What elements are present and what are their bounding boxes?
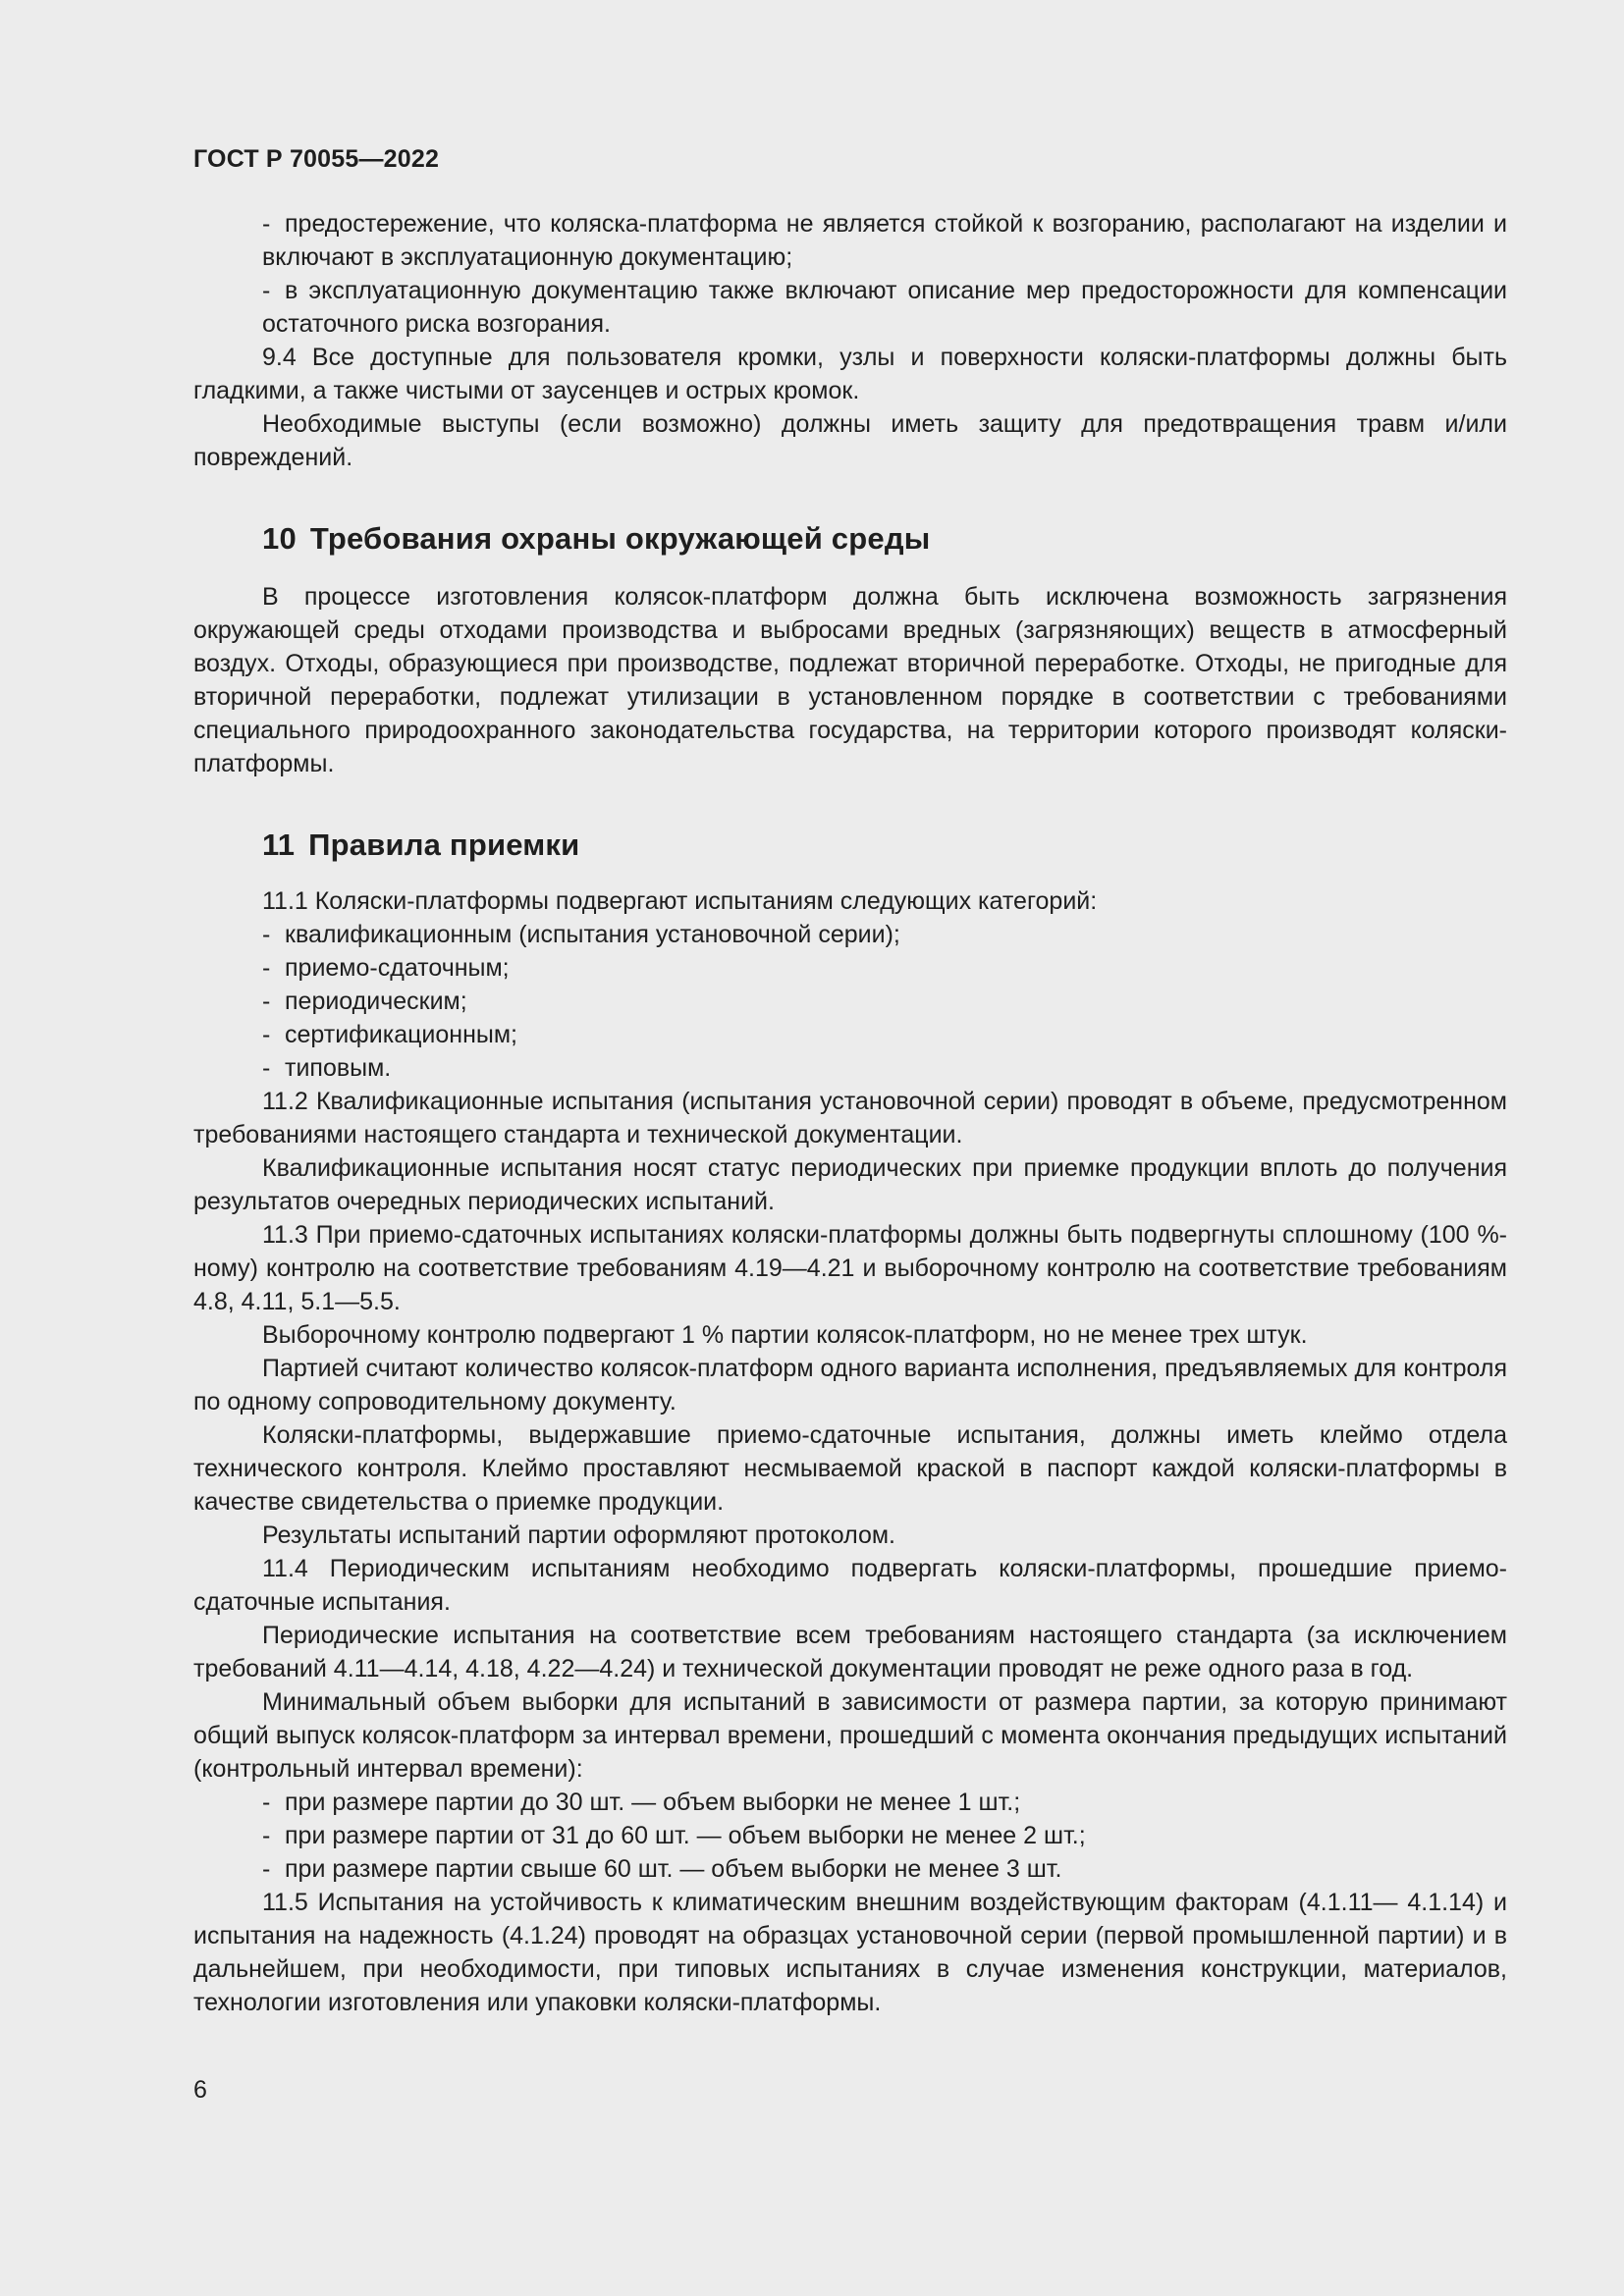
page-number: 6 <box>193 2076 207 2104</box>
document-header: ГОСТ Р 70055—2022 <box>193 145 440 173</box>
list-item: - при размере партии до 30 шт. — объем выборки не менее 1 шт.; <box>262 1789 1021 1816</box>
list-item: - периодическим; <box>262 988 467 1015</box>
list-item: - приемо-сдаточным; <box>262 954 510 982</box>
list-item: - квалификационным (испытания установочной серии); <box>262 921 900 948</box>
paragraph: 11.3 При приемо-сдаточных испытаниях коляски-платформы должны быть подвергнуты сплошному (100 %-ному) контролю на соответствие требованиям 4.19—4.21 и выборочному контролю на соответствие требованиям 4.8, 4.11, 5.1—5.5. <box>193 1221 1507 1315</box>
paragraph: Партией считают количество колясок-платформ одного варианта исполнения, предъявляемых для контроля по одному сопроводительному документу. <box>193 1355 1507 1415</box>
paragraph: Выборочному контролю подвергают 1 % партии колясок-платформ, но не менее трех штук. <box>262 1321 1308 1349</box>
paragraph: 11.1 Коляски-платформы подвергают испытаниям следующих категорий: <box>262 887 1098 915</box>
list-item: - сертификационным; <box>262 1021 517 1048</box>
paragraph: Квалификационные испытания носят статус периодических при приемке продукции вплоть до получения результатов очередных периодических испытаний. <box>193 1154 1507 1215</box>
list-item: - предостережение, что коляска-платформа не является стойкой к возгоранию, располагают на изделии и включают в эксплуатационную документацию; <box>262 210 1507 271</box>
paragraph: Результаты испытаний партии оформляют протоколом. <box>262 1522 895 1549</box>
paragraph: Необходимые выступы (если возможно) должны иметь защиту для предотвращения травм и/или повреждений. <box>193 410 1507 471</box>
list-item: - при размере партии свыше 60 шт. — объем выборки не менее 3 шт. <box>262 1855 1062 1883</box>
paragraph: Минимальный объем выборки для испытаний в зависимости от размера партии, за которую принимают общий выпуск колясок-платформ за интервал времени, прошедший с момента окончания предыдущих испытаний (контрольный интервал времени): <box>193 1688 1507 1783</box>
list-item: - при размере партии от 31 до 60 шт. — объем выборки не менее 2 шт.; <box>262 1822 1086 1849</box>
list-item: - типовым. <box>262 1054 392 1082</box>
section-heading-10: 10 Требования охраны окружающей среды <box>262 521 931 556</box>
paragraph: Периодические испытания на соответствие всем требованиям настоящего стандарта (за исключением требований 4.11—4.14, 4.18, 4.22—4.24) и технической документации проводят не реже одного раза в год. <box>193 1622 1507 1682</box>
list-item: - в эксплуатационную документацию также включают описание мер предосторожности для компенсации остаточного риска возгорания. <box>262 277 1507 338</box>
document-page <box>193 142 1507 2019</box>
paragraph: Коляски-платформы, выдержавшие приемо-сдаточные испытания, должны иметь клеймо отдела технического контроля. Клеймо проставляют несмываемой краской в паспорт каждой коляски-платформы в качестве свидетельства о приемке продукции. <box>193 1421 1507 1516</box>
paragraph: 11.2 Квалификационные испытания (испытания установочной серии) проводят в объеме, предусмотренном требованиями настоящего стандарта и технической документации. <box>193 1088 1507 1148</box>
section-heading-11: 11 Правила приемки <box>262 828 580 862</box>
paragraph: 11.5 Испытания на устойчивость к климатическим внешним воздействующим факторам (4.1.11— 4.1.14) и испытания на надежность (4.1.24) проводят на образцах установочной серии (первой промышленной партии) и в дальнейшем, при необходимости, при типовых испытаниях в случае изменения конструкции, материалов, технологии изготовления или упаковки коляски-платформы. <box>193 1889 1507 2016</box>
paragraph: 11.4 Периодическим испытаниям необходимо подвергать коляски-платформы, прошедшие приемо-сдаточные испытания. <box>193 1555 1507 1616</box>
paragraph: В процессе изготовления колясок-платформ должна быть исключена возможность загрязнения окружающей среды отходами производства и выбросами вредных (загрязняющих) веществ в атмосферный воздух. Отходы, образующиеся при производстве, подлежат вторичной переработке. Отходы, не пригодные для вторичной переработки, подлежат утилизации в установленном порядке в соответствии с требованиями специального природоохранного законодательства государства, на территории которого производят коляски-платформы. <box>193 583 1507 777</box>
paragraph: 9.4 Все доступные для пользователя кромки, узлы и поверхности коляски-платформы должны быть гладкими, а также чистыми от заусенцев и острых кромок. <box>193 344 1507 404</box>
